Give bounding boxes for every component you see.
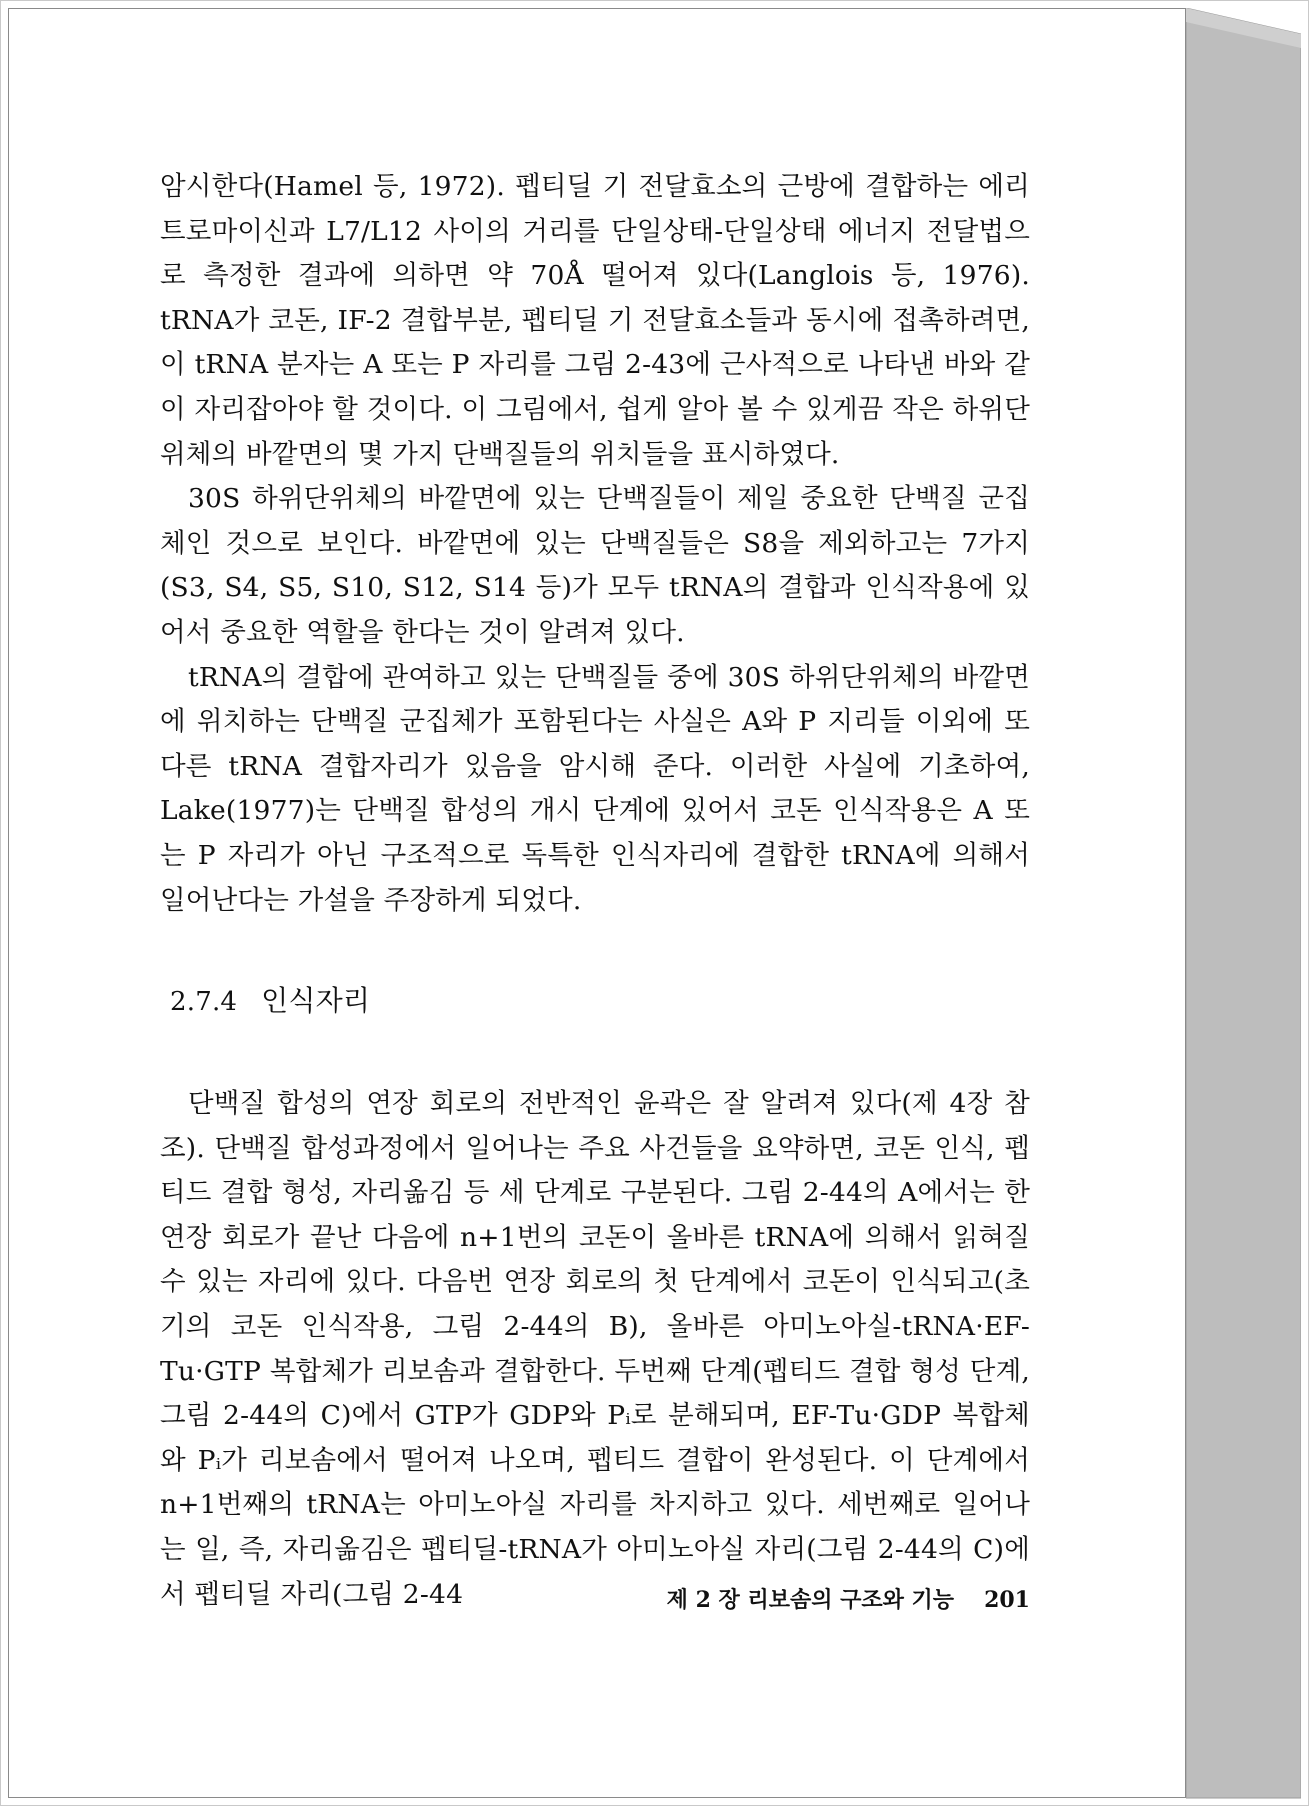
section-title: 인식자리 <box>261 984 371 1018</box>
paragraph-4: 단백질 합성의 연장 회로의 전반적인 윤곽은 잘 알려져 있다(제 4장 참조). 단백질 합성과정에서 일어나는 주요 사건들을 요약하면, 코돈 인식, 펩티드 결합 형성, 자리옮김 등 세 단계로 구분된다. 그림 2-44의 A에서는 한 연장 회로가 끝난 다음에 n+1번의 코돈이 올바른 tRNA에 의해서 읽혀질 수 있는 자리에 있다. 다음번 연장 회로의 첫 단계에서 코돈이 인식되고(초기의 코돈 인식작용, 그림 2-44의 B), 올바른 아미노아실-tRNA·EF-Tu·GTP 복합체가 리보솜과 결합한다. 두번째 단계(펩티드 결합 형성 단계, 그림 2-44의 C)에서 GTP가 GDP와 Pᵢ로 분해되며, EF-Tu·GDP 복합체와 Pᵢ가 리보솜에서 떨어져 나오며, 펩티드 결합이 완성된다. 이 단계에서 n+1번째의 tRNA는 아미노아실 자리를 차지하고 있다. 세번째로 일어나는 일, 즉, 자리옮김은 펩티딜-tRNA가 아미노아실 자리(그림 2-44의 C)에서 펩티딜 자리(그림 2-44 <box>160 1088 1030 1610</box>
page-content <box>160 165 1030 1617</box>
paragraph-3: tRNA의 결합에 관여하고 있는 단백질들 중에 30S 하위단위체의 바깥면에 위치하는 단백질 군집체가 포함된다는 사실은 A와 P 지리들 이외에 또 다른 tRNA 결합자리가 있음을 암시해 준다. 이러한 사실에 기초하여, Lake(1977)는 단백질 합성의 개시 단계에 있어서 코돈 인식작용은 A 또는 P 자리가 아닌 구조적으로 독특한 인식자리에 결합한 tRNA에 의해서 일어난다는 가설을 주장하게 되었다. <box>160 661 1030 916</box>
paragraph-1: 암시한다(Hamel 등, 1972). 펩티딜 기 전달효소의 근방에 결합하는 에리트로마이신과 L7/L12 사이의 거리를 단일상태-단일상태 에너지 전달법으로 측정한 결과에 의하면 약 70Å 떨어져 있다(Langlois 등, 1976). tRNA가 코돈, IF-2 결합부분, 펩티딜 기 전달효소들과 동시에 접촉하려면, 이 tRNA 분자는 A 또는 P 자리를 그림 2-43에 근사적으로 나타낸 바와 같이 자리잡아야 할 것이다. 이 그림에서, 쉽게 알아 볼 수 있게끔 작은 하위단위체의 바깥면의 몇 가지 단백질들의 위치들을 표시하였다. <box>160 171 1030 470</box>
page-edge-shadow <box>1186 8 1301 1800</box>
running-title: 제 2 장 리보솜의 구조와 기능 <box>666 1587 955 1613</box>
section-heading <box>170 983 1030 1020</box>
paragraph-2: 30S 하위단위체의 바깥면에 있는 단백질들이 제일 중요한 단백질 군집체인 것으로 보인다. 바깥면에 있는 단백질들은 S8을 제외하고는 7가지(S3, S4, S5, S10, S12, S14 등)가 모두 tRNA의 결합과 인식작용에 있어서 중요한 역할을 한다는 것이 알려져 있다. <box>160 483 1030 648</box>
page-footer <box>620 1585 1030 1615</box>
section-number: 2.7.4 <box>170 987 238 1018</box>
page-number: 201 <box>984 1587 1030 1613</box>
